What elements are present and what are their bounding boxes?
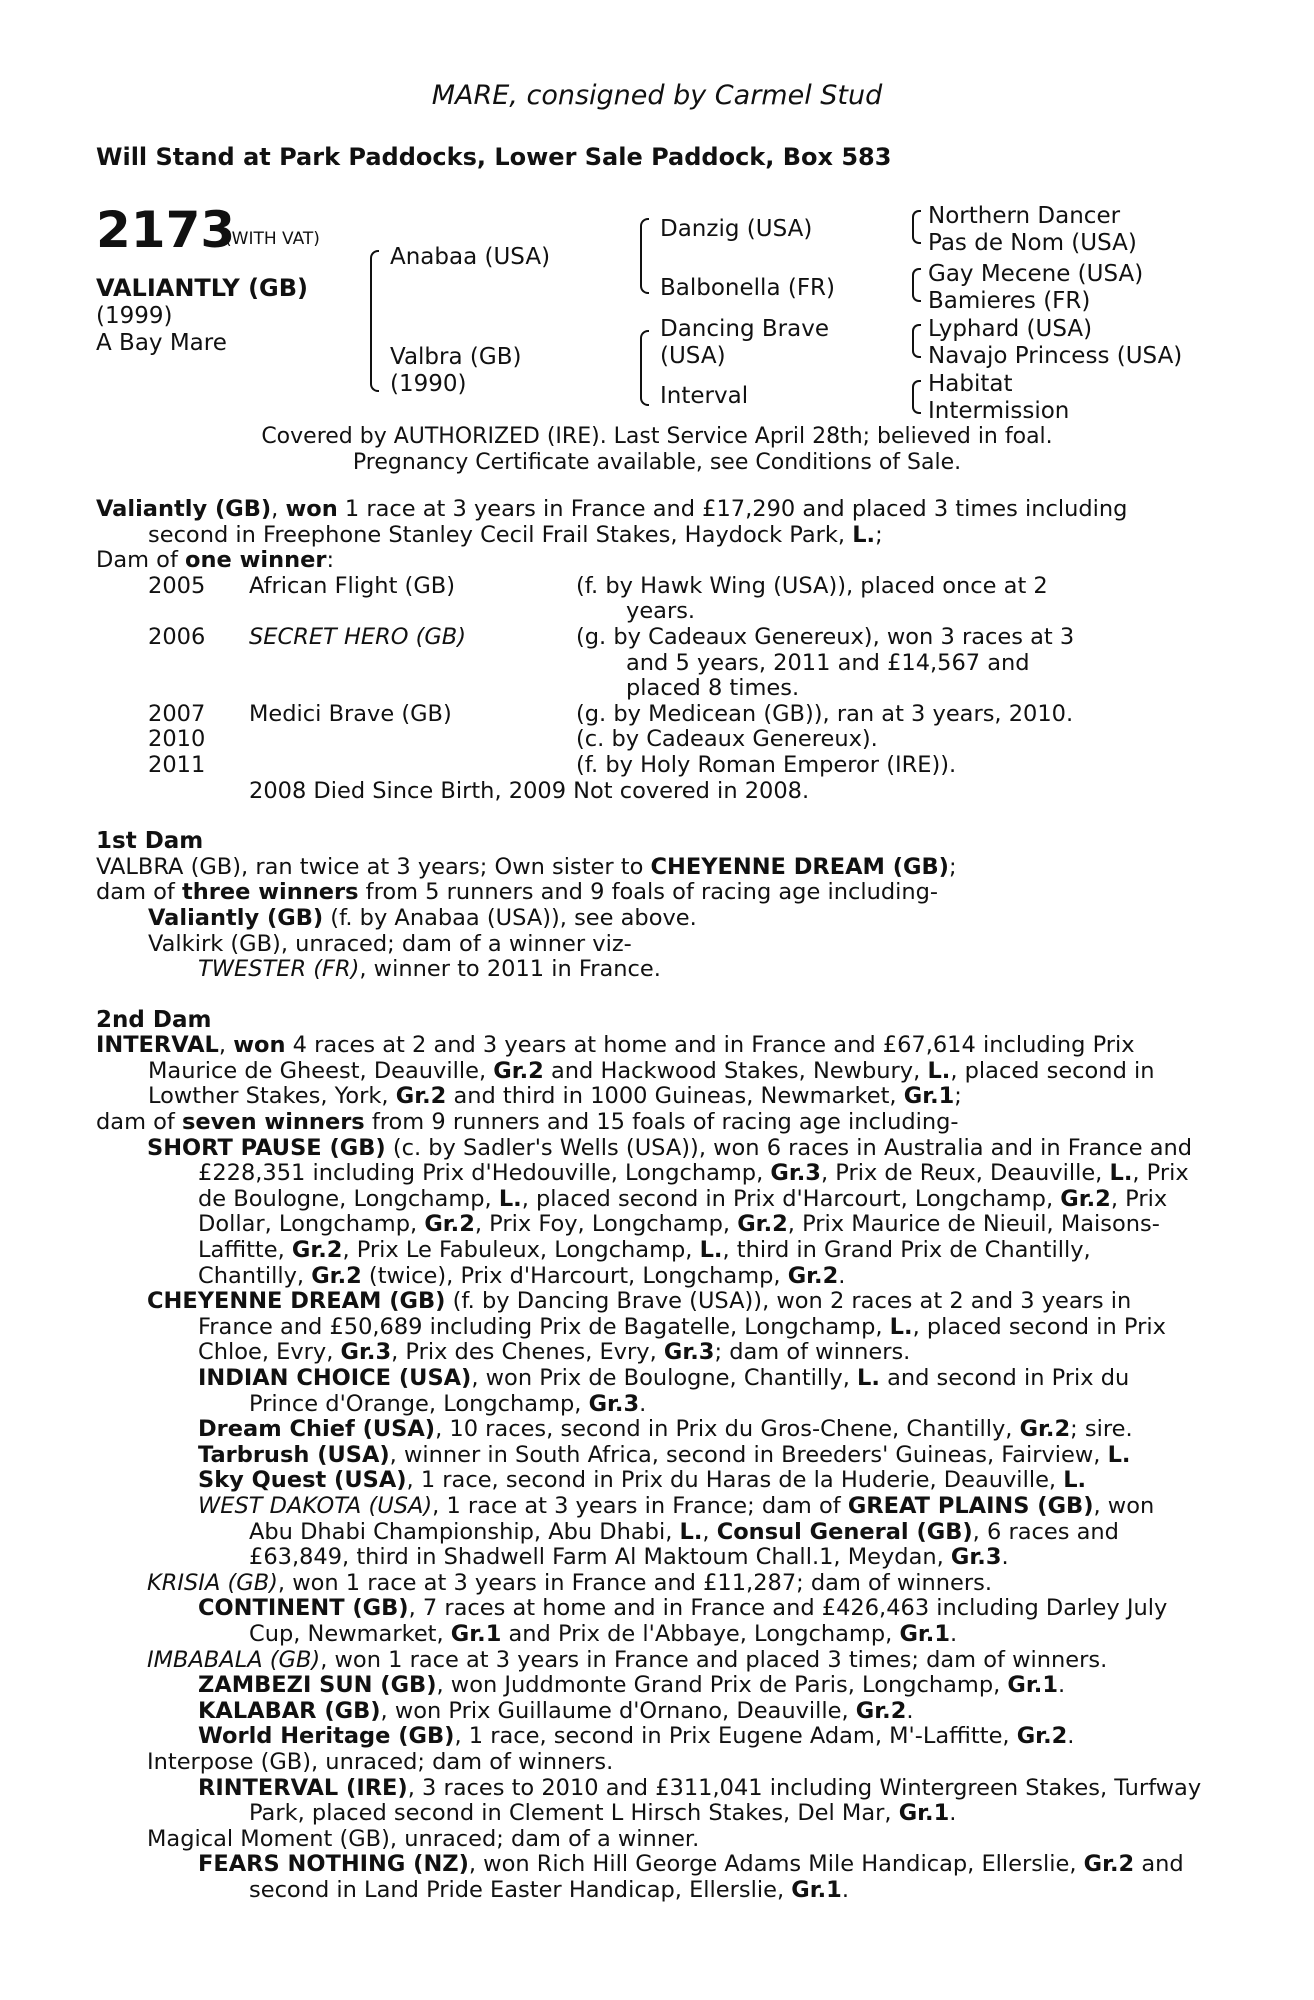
text: , 1 race, second in Prix Eugene Adam, M'-Laffitte, [454,1723,1017,1750]
listed-mark: L. [699,1237,723,1264]
text: , placed second in Prix Chloe, Evry, [198,1313,1166,1366]
produce-world-heritage [96,1724,1202,1750]
pedigree-ds: Dancing Brave [660,316,829,342]
text: . [906,1697,914,1724]
pedigree-brace-2a [640,218,649,294]
produce-detail: (c. by Cadeaux Genereux). [576,726,878,753]
horse-ref: Consul General (GB) [716,1518,973,1545]
first-dam-heading: 1st Dam [96,828,204,855]
horse-ref: GREAT PLAINS (GB) [847,1492,1094,1519]
horse-ref: TWESTER (FR) [198,956,360,983]
grade-mark: Gr.2 [787,1262,839,1289]
produce-note: 2008 Died Since Birth, 2009 Not covered in 2008. [249,777,810,804]
text: from 5 runners and 9 foals of racing age including- [358,879,939,906]
text: ; [948,853,957,880]
text: dam of [96,1109,182,1136]
pedigree-brace-3a [912,210,921,244]
produce-rinterval [96,1776,1202,1827]
horse-ref: CHEYENNE DREAM (GB) [147,1288,446,1315]
produce-detail-cont: and 5 years, 2011 and £14,567 and [626,649,1030,676]
produce-row-cont [96,599,1202,625]
text: , 6 races and £63,849, third in Shadwell Farm Al Maktoum Chall.1, Meydan, [249,1518,1119,1571]
text: , 1 race, second in Prix du Haras de la Huderie, Deauville, [406,1467,1064,1494]
text: . [950,1620,958,1647]
produce-magical-moment: Magical Moment (GB), unraced; dam of a winner. [147,1825,700,1852]
pedigree-brace-2b [640,330,649,406]
text: (twice), Prix d'Harcourt, Longchamp, [361,1262,788,1289]
text: and Prix de l'Abbaye, Longchamp, [501,1620,900,1647]
pedigree-brace-3d [912,380,921,414]
produce-row [96,625,1202,651]
listed-mark: L. [498,1185,522,1212]
text: . [1067,1723,1075,1750]
text: , Prix Foy, Longchamp, [474,1211,738,1238]
pedigree-sd: Balbonella (FR) [660,275,836,301]
pedigree-brace-3c [912,324,921,358]
produce-imbabala [96,1648,1202,1674]
text: and third in 1000 Guineas, Newmarket, [446,1083,904,1110]
horse-ref: Tarbrush (USA) [198,1441,390,1468]
produce-year: 2010 [148,726,206,753]
grade-mark: Gr.2 [493,1057,544,1084]
catalogue-body [96,497,1202,1903]
text: . [838,1262,846,1289]
grade-mark: Gr.2 [855,1697,907,1724]
text: , Prix Dollar, Longchamp, [198,1185,1168,1238]
text: , won 1 race at 3 years in France and placed 3 times; dam of winners. [320,1646,1108,1673]
pedigree-brace-3b [912,268,921,302]
grade-mark: Gr.1 [450,1620,502,1647]
horse-description: A Bay Mare [96,330,227,356]
listed-mark: L. [889,1313,913,1340]
produce-sky-quest [96,1468,1202,1494]
horse-year: (1999) [96,303,173,329]
produce-detail: (f. by Hawk Wing (USA)), placed once at 2 [576,572,1048,599]
horse-name: VALIANTLY (GB) [96,274,308,302]
produce-row-cont [96,676,1202,702]
text: and second in Prix du Prince d'Orange, Longchamp, [249,1365,1130,1417]
first-dam-record [96,855,1202,881]
produce-indian-choice [96,1366,1202,1417]
text: , winner in South Africa, second in Breeders' Guineas, Fairview, [389,1441,1108,1468]
produce-dream-chief [96,1417,1202,1443]
first-dam-produce-summary [96,880,1202,906]
text: , Prix Maurice de Nieuil, Maisons-Laffitte, [198,1211,1160,1264]
produce-detail: (g. by Cadeaux Genereux), won 3 races at 3 [576,623,1075,650]
grade-mark: Gr.1 [1007,1672,1058,1699]
produce-year: 2005 [148,572,206,599]
text: , Prix Le Fabuleux, Longchamp, [342,1237,700,1264]
text: VALBRA (GB), ran twice at 3 years; Own sister to [96,853,651,880]
grade-mark: Gr.2 [1019,1416,1071,1443]
horse-ref: World Heritage (GB) [198,1723,455,1750]
text: , 3 races to 2010 and £311,041 including Wintergreen Stakes, Turfway Park, placed second in Clement L Hirsch Stakes, Del Mar, [249,1774,1202,1827]
text: dam of [96,879,182,906]
text: , placed second in Prix d'Harcourt, Longchamp, [521,1185,1061,1212]
first-dam-produce: Valkirk (GB), unraced; dam of a winner viz- [148,930,632,957]
grade-mark: Gr.2 [291,1237,343,1264]
produce-name: Medici Brave (GB) [249,700,452,727]
produce-west-dakota [96,1494,1202,1571]
pedigree-dd: Interval [660,383,749,409]
text: . [1001,1544,1009,1571]
text: , Prix de Reux, Deauville, [820,1160,1110,1187]
text: ; sire. [1070,1416,1133,1443]
pedigree-brace-1 [370,250,379,392]
grade-mark: Gr.2 [395,1083,447,1110]
grade-mark: Gr.2 [1016,1723,1068,1750]
horse-ref: SHORT PAUSE (GB) [147,1134,386,1161]
produce-kalabar [96,1699,1202,1725]
winners-count: seven winners [181,1109,365,1136]
listed-mark: L. [1109,1160,1133,1187]
produce-detail: (g. by Medicean (GB)), ran at 3 years, 2010. [576,700,1074,727]
text: and second in Land Pride Easter Handicap, Ellerslie, [249,1851,1184,1903]
produce-row [96,753,1202,779]
dam-of-post: : [326,547,335,574]
text: , Prix des Chenes, Evry, [391,1339,664,1366]
pedigree-ds-2: (USA) [660,343,726,369]
mare-text: 1 race at 3 years in France and £17,290 and placed 3 times including second in Freephone Stanley Cecil Frail Stakes, Haydock Park, [148,496,1128,548]
mare-text-end: ; [875,521,883,548]
pedigree-sdd: Bamieres (FR) [928,288,1091,314]
mare-record: Valiantly (GB), won 1 race at 3 years in France and £17,290 and placed 3 times including second in Freephone Stanley Cecil Frail Stakes, Haydock Park, L.; [96,496,1128,548]
listed-mark: L. [679,1518,703,1545]
text: (c. by Sadler's Wells (USA)), won 6 races in Australia and in France and £228,351 including Prix d'Hedouville, Longchamp, [198,1134,1193,1187]
listed-mark: L. [857,1365,880,1391]
produce-row-cont [96,651,1202,677]
text: , won Prix Guillaume d'Ornano, Deauville, [380,1697,856,1724]
covered-line-1: Covered by AUTHORIZED (IRE). Last Service April 28th; believed in foal. [261,424,1053,449]
grade-mark: Gr.2 [1083,1851,1135,1878]
vat-label: (WITH VAT) [225,229,320,249]
grade-mark: Gr.3 [770,1160,821,1187]
pedigree-sss: Northern Dancer [928,203,1121,229]
listed-mark: L. [1107,1441,1131,1468]
won-label: won [233,1032,286,1059]
grade-mark: Gr.1 [903,1083,955,1110]
text: (f. by Dancing Brave (USA)), won 2 races at 2 and 3 years in France and £50,689 including Prix de Bagatelle, Longchamp, [198,1288,1132,1340]
produce-detail: (f. by Holy Roman Emperor (IRE)). [576,751,957,778]
text: , 1 race at 3 years in France; dam of [432,1492,848,1519]
listed-mark: L. [1063,1467,1087,1494]
text: and Hackwood Stakes, Newbury, [543,1057,928,1084]
pedigree-dds: Habitat [928,371,1013,397]
second-dam-record: INTERVAL, won 4 races at 2 and 3 years at home and in France and £67,614 including Prix Maurice de Gheest, Deauville, Gr.2 and Hackwood Stakes, Newbury, L., placed second in Lowther Stakes, York, Gr.2 and third in 1000 Guineas, Newmarket, Gr.1; [96,1032,1155,1110]
text: , won Rich Hill George Adams Mile Handicap, Ellerslie, [468,1851,1084,1878]
grade-mark: Gr.1 [791,1876,842,1903]
produce-zambezi-sun [96,1673,1202,1699]
pedigree-ssd: Pas de Nom (USA) [928,230,1137,256]
listed-mark: L. [852,521,876,548]
pedigree-ddd: Intermission [928,398,1070,424]
text: . [1057,1672,1066,1699]
text: ; [954,1083,962,1110]
mare-name: Valiantly (GB) [96,496,272,522]
text: , winner to 2011 in France. [359,956,661,983]
horse-ref: KALABAR (GB) [198,1697,381,1724]
horse-ref: CHEYENNE DREAM (GB) [650,853,949,880]
text: from 9 runners and 15 foals of racing age including- [364,1109,959,1136]
pedigree-dss: Lyphard (USA) [928,316,1093,342]
text: , won Abu Dhabi Championship, Abu Dhabi, [249,1492,1155,1545]
dam-of-pre: Dam of [96,547,186,574]
second-dam-heading: 2nd Dam [96,1006,212,1033]
dam-of-line [96,548,1202,574]
grade-mark: Gr.3 [588,1390,640,1417]
pedigree-sire: Anabaa (USA) [390,244,551,270]
first-dam-produce [96,906,1202,932]
grade-mark: Gr.2 [424,1211,475,1238]
produce-row [96,574,1202,600]
grade-mark: Gr.3 [340,1339,392,1366]
produce-year: 2006 [148,623,206,650]
text: , [702,1518,717,1545]
text: . [841,1876,849,1903]
horse-ref: Sky Quest (USA) [198,1467,407,1494]
grade-mark: Gr.3 [663,1339,715,1366]
pedigree-dsd: Navajo Princess (USA) [928,343,1183,369]
grade-mark: Gr.1 [898,1800,950,1827]
produce-detail-cont: placed 8 times. [626,675,800,702]
horse-ref: Dream Chief (USA) [198,1416,436,1443]
produce-year: 2007 [148,700,206,727]
grade-mark: Gr.2 [1060,1185,1111,1212]
text: , third in Grand Prix de Chantilly, Chantilly, [198,1237,1091,1289]
consigned-heading: MARE, consigned by Carmel Stud [431,80,883,111]
listed-mark: L. [927,1057,951,1084]
produce-tarbrush [96,1443,1202,1469]
produce-note-row [96,779,1202,805]
text: ; dam of winners. [714,1339,911,1366]
horse-ref: CONTINENT (GB) [198,1595,409,1622]
produce-fears-nothing [96,1852,1202,1903]
grade-mark: Gr.3 [950,1544,1002,1571]
produce-name: SECRET HERO (GB) [249,623,467,650]
text: . [949,1800,957,1827]
produce-row [96,702,1202,728]
text: , won 1 race at 3 years in France and £11,287; dam of winners. [277,1569,992,1596]
produce-cheyenne-dream [96,1289,1202,1366]
pedigree-dam: Valbra (GB) [390,344,522,370]
produce-row [96,727,1202,753]
produce-short-pause [96,1136,1202,1290]
first-dam-grandproduce [96,957,1202,983]
grade-mark: Gr.2 [737,1211,788,1238]
covered-line-2: Pregnancy Certificate available, see Conditions of Sale. [352,450,962,475]
horse-ref: ZAMBEZI SUN (GB) [198,1672,437,1699]
second-dam-produce-summary [96,1110,1202,1136]
horse-ref: WEST DAKOTA (USA) [198,1492,433,1519]
produce-interpose: Interpose (GB), unraced; dam of winners. [147,1748,614,1775]
horse-ref: INDIAN CHOICE (USA) [198,1365,472,1391]
text: , placed second in Lowther Stakes, York, [148,1057,1155,1110]
mare-won: won [285,496,338,522]
pedigree-ss: Danzig (USA) [660,216,813,242]
text: , won Juddmonte Grand Prix de Paris, Longchamp, [436,1672,1008,1699]
text: 4 races at 2 and 3 years at home and in France and £67,614 including Prix Maurice de Gheest, Deauville, [148,1032,1135,1084]
dam-of-bold: one winner [185,547,327,574]
text: , won Prix de Boulogne, Chantilly, [471,1365,858,1391]
horse-ref: IMBABALA (GB) [147,1646,321,1673]
pedigree-dam-year: (1990) [390,371,467,397]
horse-ref: INTERVAL [96,1032,219,1059]
text: , 7 races at home and in France and £426,463 including Darley July Cup, Newmarket, [249,1595,1168,1647]
produce-krisia [96,1571,1202,1597]
produce-list [96,574,1202,804]
grade-mark: Gr.2 [311,1262,362,1289]
lot-number: 2173 [96,201,236,259]
winners-count: three winners [181,879,359,906]
produce-year: 2011 [148,751,206,778]
text: (f. by Anabaa (USA)), see above. [323,904,697,931]
horse-ref: FEARS NOTHING (NZ) [198,1851,469,1878]
horse-ref: Valiantly (GB) [148,904,324,931]
produce-name: African Flight (GB) [249,572,455,599]
stand-location: Will Stand at Park Paddocks, Lower Sale Paddock, Box 583 [96,143,892,171]
grade-mark: Gr.1 [899,1620,950,1647]
text: , Prix de Boulogne, Longchamp, [198,1160,1189,1212]
produce-continent [96,1596,1202,1647]
produce-detail-cont: years. [626,598,696,625]
text: , 10 races, second in Prix du Gros-Chene, Chantilly, [435,1416,1020,1443]
horse-ref: RINTERVAL (IRE) [198,1774,408,1801]
covered-note [0,424,1314,476]
horse-ref: KRISIA (GB) [147,1569,278,1596]
text: . [639,1390,647,1417]
pedigree-sds: Gay Mecene (USA) [928,261,1144,287]
